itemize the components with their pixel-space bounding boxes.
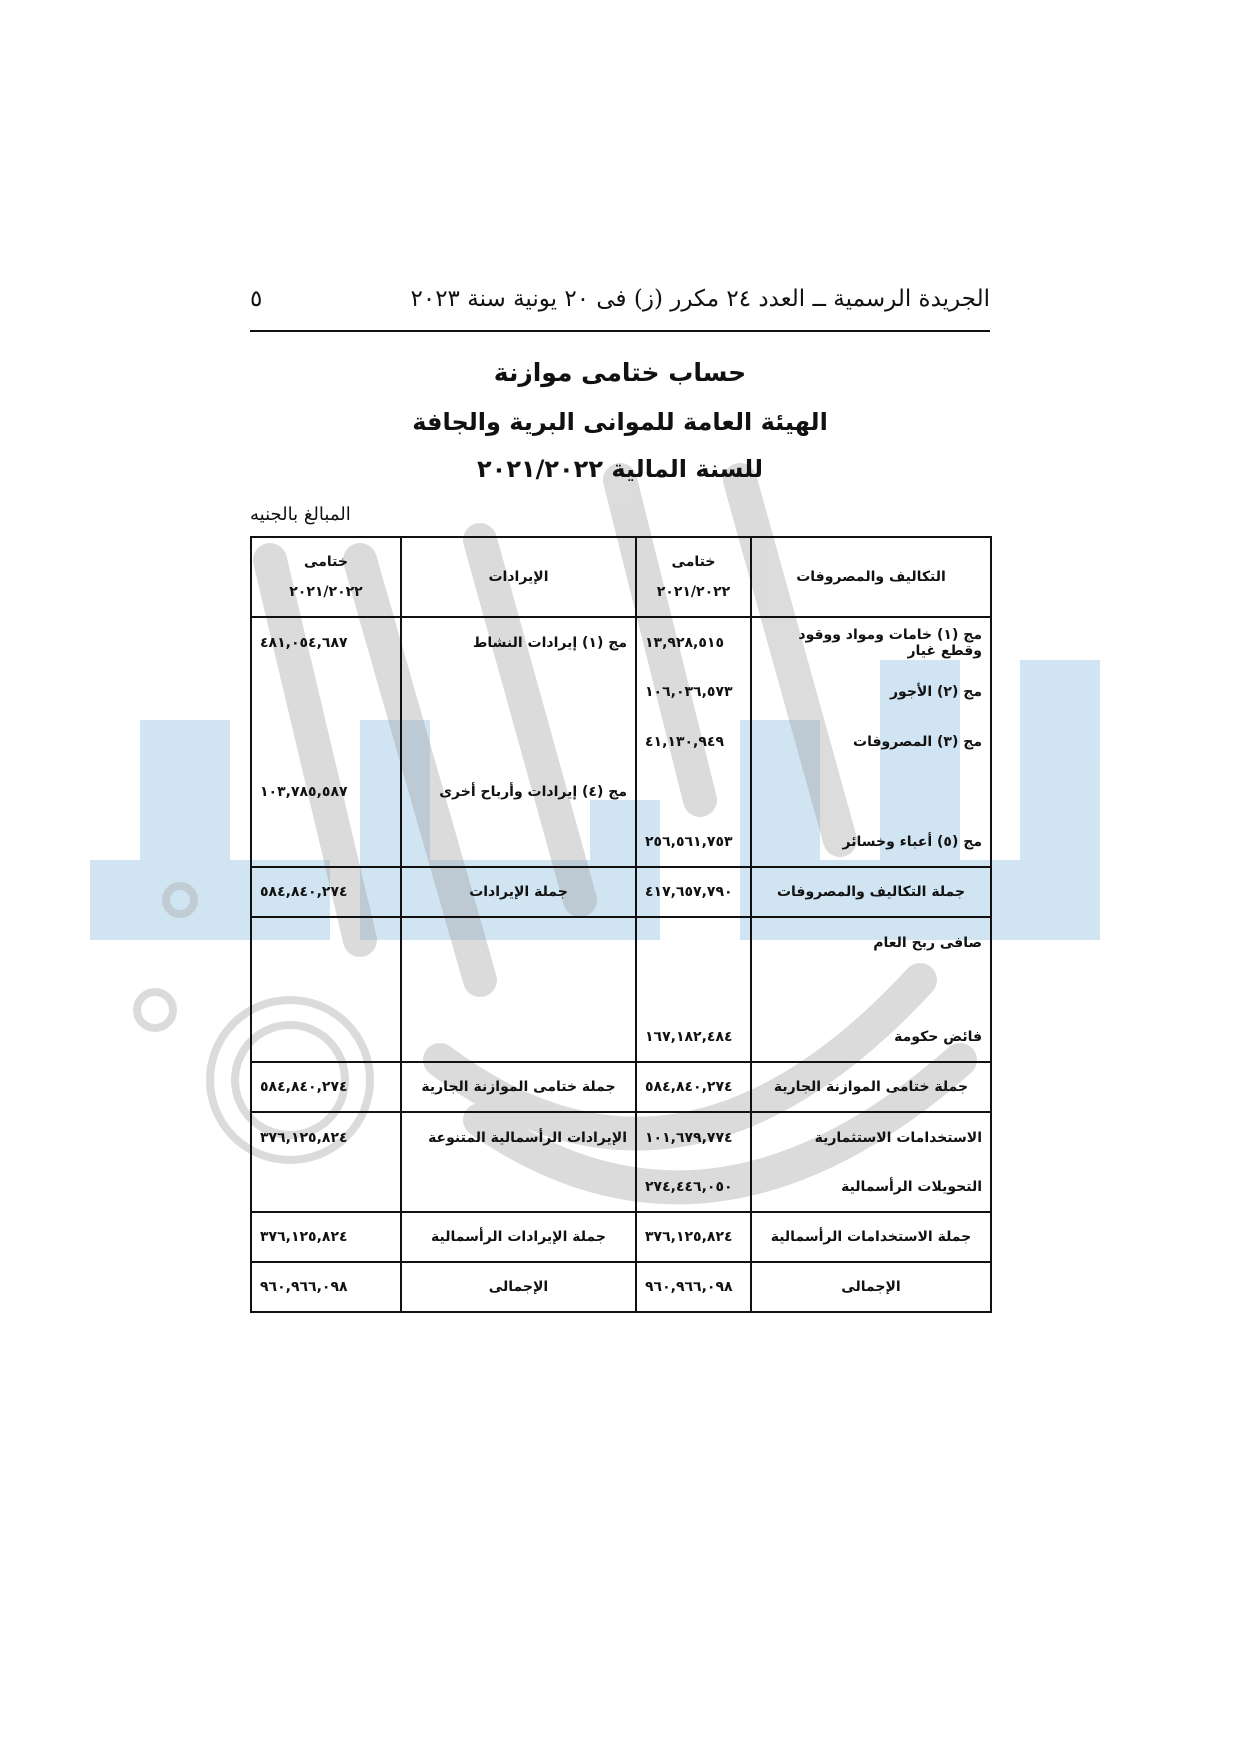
final-account-table [250, 536, 992, 1313]
header-final-label: ختامى [304, 554, 348, 570]
table-row [251, 667, 991, 717]
grand-total-label: الإجمالى [751, 1262, 991, 1312]
capital-total-label: جملة الاستخدامات الرأسمالية [751, 1212, 991, 1262]
table-row [251, 717, 991, 767]
total-revenues-value: ٥٨٤,٨٤٠,٢٧٤ [251, 867, 401, 917]
cost-label [751, 767, 991, 817]
cost-value [636, 767, 751, 817]
authority-name: الهيئة العامة للموانى البرية والجافة [412, 408, 828, 436]
revenue-value [251, 817, 401, 867]
spacer-row [251, 967, 991, 1012]
net-profit-row [251, 917, 991, 967]
gazette-header [250, 286, 990, 330]
capital-revenue-total-label: جملة الإيرادات الرأسمالية [401, 1212, 636, 1262]
header-final-revenues [251, 537, 401, 617]
header-revenues: الإيرادات [401, 537, 636, 617]
gov-surplus-label: فائض حكومة [751, 1012, 991, 1062]
capital-total-value: ٣٧٦,١٢٥,٨٢٤ [636, 1212, 751, 1262]
grand-total-value: ٩٦٠,٩٦٦,٠٩٨ [636, 1262, 751, 1312]
header-final-year: ٢٠٢١/٢٠٢٢ [289, 584, 363, 600]
table-row [251, 817, 991, 867]
investment-label: الاستخدامات الاستثمارية [751, 1112, 991, 1162]
transfers-label: التحويلات الرأسمالية [751, 1162, 991, 1212]
net-profit-label: صافى ربح العام [751, 917, 991, 967]
current-budget-label: جملة ختامى الموازنة الجارية [751, 1062, 991, 1112]
header-divider [250, 330, 990, 332]
cost-label: مج (٣) المصروفات [751, 717, 991, 767]
revenue-value [251, 717, 401, 767]
current-budget-rev-value: ٥٨٤,٨٤٠,٢٧٤ [251, 1062, 401, 1112]
capital-total-row [251, 1212, 991, 1262]
current-budget-row [251, 1062, 991, 1112]
table-row [251, 617, 991, 667]
revenue-label: مج (٤) إيرادات وأرباح أخرى [401, 767, 636, 817]
revenue-label [401, 817, 636, 867]
fiscal-year-title: للسنة المالية ٢٠٢١/٢٠٢٢ [477, 455, 763, 483]
misc-capital-revenue-label: الإيرادات الرأسمالية المتنوعة [401, 1112, 636, 1162]
capital-revenue-total-value: ٣٧٦,١٢٥,٨٢٤ [251, 1212, 401, 1262]
header-costs: التكاليف والمصروفات [751, 537, 991, 617]
cost-value: ١٠٦,٠٣٦,٥٧٣ [636, 667, 751, 717]
header-final-costs [636, 537, 751, 617]
grand-total-row [251, 1262, 991, 1312]
transfers-value: ٢٧٤,٤٤٦,٠٥٠ [636, 1162, 751, 1212]
cost-label: مج (٥) أعباء وخسائر [751, 817, 991, 867]
revenue-value [251, 667, 401, 717]
table-row [251, 767, 991, 817]
revenue-value: ٤٨١,٠٥٤,٦٨٧ [251, 617, 401, 667]
table-header-row [251, 537, 991, 617]
misc-capital-revenue-value: ٣٧٦,١٢٥,٨٢٤ [251, 1112, 401, 1162]
cost-label: مج (٢) الأجور [751, 667, 991, 717]
investment-value: ١٠١,٦٧٩,٧٧٤ [636, 1112, 751, 1162]
total-costs-label: جملة التكاليف والمصروفات [751, 867, 991, 917]
cost-label: مج (١) خامات ومواد ووقود وقطع غيار [751, 617, 991, 667]
document-title: حساب ختامى موازنة [493, 358, 747, 387]
page-number: ٥ [250, 286, 263, 312]
investment-row [251, 1112, 991, 1162]
gov-surplus-value: ١٦٧,١٨٢,٤٨٤ [636, 1012, 751, 1062]
total-costs-row [251, 867, 991, 917]
header-final-label: ختامى [671, 554, 716, 570]
gazette-title: الجريدة الرسمية ــ العدد ٢٤ مكرر (ز) فى ٢٠ يونية سنة ٢٠٢٣ [410, 286, 990, 312]
currency-unit-note: المبالغ بالجنيه [250, 504, 351, 525]
total-revenues-label: جملة الإيرادات [401, 867, 636, 917]
gov-surplus-row [251, 1012, 991, 1062]
cost-value: ١٣,٩٢٨,٥١٥ [636, 617, 751, 667]
header-final-year: ٢٠٢١/٢٠٢٢ [656, 584, 731, 600]
cost-value: ٢٥٦,٥٦١,٧٥٣ [636, 817, 751, 867]
grand-total-rev-value: ٩٦٠,٩٦٦,٠٩٨ [251, 1262, 401, 1312]
revenue-label [401, 717, 636, 767]
cost-value: ٤١,١٣٠,٩٤٩ [636, 717, 751, 767]
transfers-row [251, 1162, 991, 1212]
current-budget-rev-label: جملة ختامى الموازنة الجارية [401, 1062, 636, 1112]
revenue-value: ١٠٣,٧٨٥,٥٨٧ [251, 767, 401, 817]
current-budget-value: ٥٨٤,٨٤٠,٢٧٤ [636, 1062, 751, 1112]
grand-total-rev-label: الإجمالى [401, 1262, 636, 1312]
total-costs-value: ٤١٧,٦٥٧,٧٩٠ [636, 867, 751, 917]
revenue-label [401, 667, 636, 717]
revenue-label: مج (١) إيرادات النشاط [401, 617, 636, 667]
